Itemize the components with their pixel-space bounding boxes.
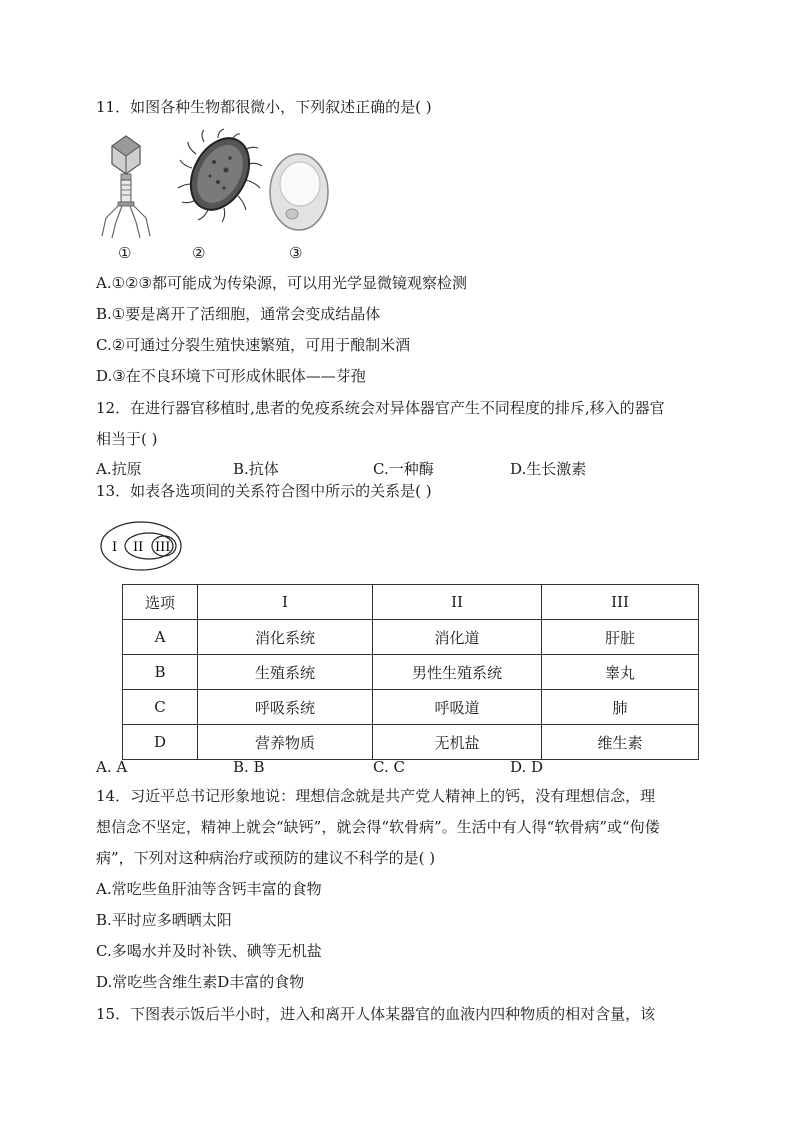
table-cell: 生殖系统 bbox=[198, 655, 373, 690]
q13-option-c: C. C bbox=[373, 758, 405, 776]
q13-table bbox=[122, 584, 699, 760]
fig-label-3: ③ bbox=[289, 244, 303, 262]
table-cell: 男性生殖系统 bbox=[373, 655, 542, 690]
q14-stem-line3: 病”，下列对这种病治疗或预防的建议不科学的是( ) bbox=[96, 849, 436, 867]
table-cell: 肺 bbox=[542, 690, 699, 725]
q12-option-b: B.抗体 bbox=[233, 460, 279, 478]
venn-diagram bbox=[100, 520, 184, 572]
q11-option-a: A.①②③都可能成为传染源，可以用光学显微镜观察检测 bbox=[96, 274, 467, 292]
table-header-row bbox=[123, 585, 699, 620]
yeast-cell-image bbox=[266, 150, 332, 234]
table-header-cell: 选项 bbox=[123, 585, 198, 620]
venn-label-i: I bbox=[112, 540, 118, 555]
fig-label-1: ① bbox=[118, 244, 132, 262]
table-header-cell: I bbox=[198, 585, 373, 620]
q11-figures bbox=[96, 128, 376, 268]
bacteriophage-image bbox=[96, 134, 156, 244]
q14-stem-line1: 14．习近平总书记形象地说：理想信念就是共产党人精神上的钙，没有理想信念，理 bbox=[96, 787, 656, 805]
q14-option-a: A.常吃些鱼肝油等含钙丰富的食物 bbox=[96, 880, 322, 898]
table-row bbox=[123, 725, 699, 760]
venn-label-iii: III bbox=[155, 540, 171, 555]
venn-label-ii: II bbox=[133, 540, 144, 555]
table-cell: C bbox=[123, 690, 198, 725]
table-cell: 无机盐 bbox=[373, 725, 542, 760]
q12-stem-line2: 相当于( ) bbox=[96, 430, 158, 448]
q11-option-d: D.③在不良环境下可形成休眠体——芽孢 bbox=[96, 367, 366, 385]
q13-option-d: D. D bbox=[510, 758, 544, 776]
q13-stem: 13．如表各选项间的关系符合图中所示的关系是( ) bbox=[96, 482, 432, 500]
table-cell: 肝脏 bbox=[542, 620, 699, 655]
bacterium-image bbox=[174, 128, 266, 228]
q14-option-d: D.常吃些含维生素D丰富的食物 bbox=[96, 973, 305, 991]
q14-stem-line2: 想信念不坚定，精神上就会“缺钙”，就会得“软骨病”。生活中有人得“软骨病”或“佝偻 bbox=[96, 818, 660, 836]
q15-stem-line1: 15．下图表示饭后半小时，进入和离开人体某器官的血液内四种物质的相对含量，该 bbox=[96, 1005, 656, 1023]
table-row bbox=[123, 620, 699, 655]
q12-option-a: A.抗原 bbox=[96, 460, 142, 478]
table-header-cell: II bbox=[373, 585, 542, 620]
table-cell: 营养物质 bbox=[198, 725, 373, 760]
q13-option-a: A. A bbox=[96, 758, 128, 776]
table-cell: 消化道 bbox=[373, 620, 542, 655]
table-row bbox=[123, 655, 699, 690]
table-cell: 消化系统 bbox=[198, 620, 373, 655]
table-cell: D bbox=[123, 725, 198, 760]
table-cell: 睾丸 bbox=[542, 655, 699, 690]
table-row bbox=[123, 690, 699, 725]
q14-option-c: C.多喝水并及时补铁、碘等无机盐 bbox=[96, 942, 322, 960]
table-cell: 维生素 bbox=[542, 725, 699, 760]
fig-label-2: ② bbox=[192, 244, 206, 262]
q11-option-c: C.②可通过分裂生殖快速繁殖，可用于酿制米酒 bbox=[96, 336, 411, 354]
table-cell: B bbox=[123, 655, 198, 690]
q13-option-b: B. B bbox=[233, 758, 265, 776]
q11-option-b: B.①要是离开了活细胞，通常会变成结晶体 bbox=[96, 305, 381, 323]
table-header-cell: III bbox=[542, 585, 699, 620]
q12-stem-line1: 12．在进行器官移植时,患者的免疫系统会对异体器官产生不同程度的排斥,移入的器官 bbox=[96, 399, 665, 417]
table-cell: 呼吸系统 bbox=[198, 690, 373, 725]
table-cell: A bbox=[123, 620, 198, 655]
q12-option-d: D.生长激素 bbox=[510, 460, 587, 478]
q14-option-b: B.平时应多晒晒太阳 bbox=[96, 911, 232, 929]
q11-stem: 11．如图各种生物都很微小，下列叙述正确的是( ) bbox=[96, 98, 432, 116]
table-cell: 呼吸道 bbox=[373, 690, 542, 725]
q12-option-c: C.一种酶 bbox=[373, 460, 434, 478]
